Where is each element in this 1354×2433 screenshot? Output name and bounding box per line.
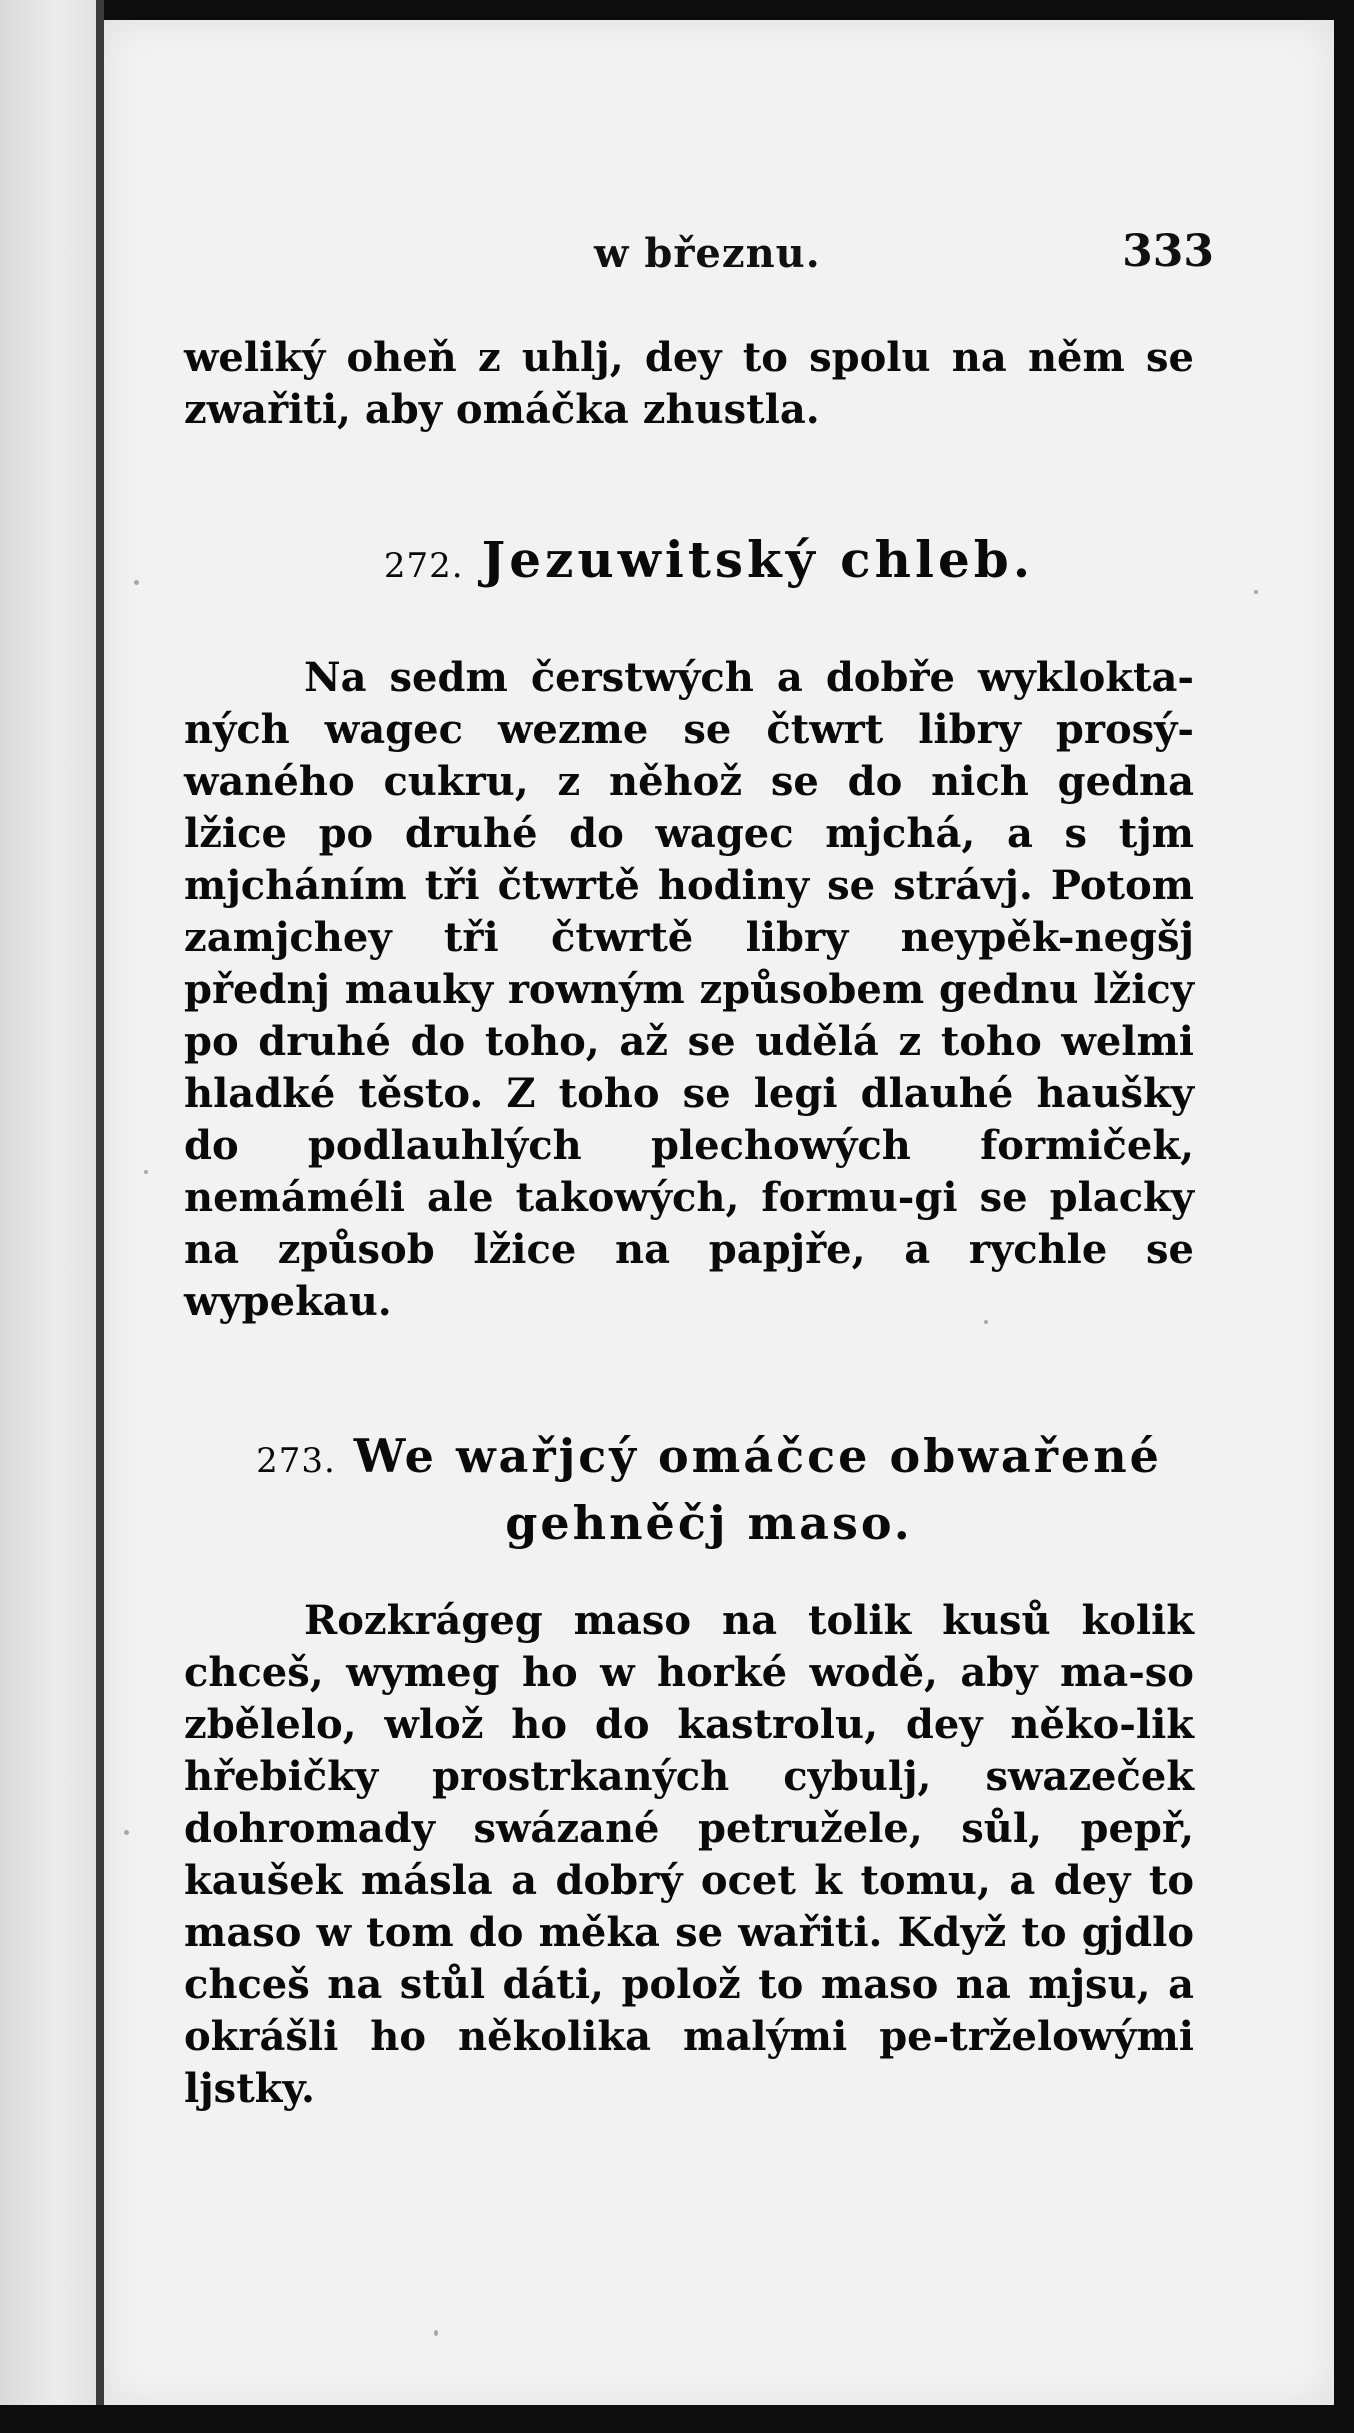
recipe-272-text: Na sedm čerstwých a dobře wyklokta-ných wagec wezme se čtwrt libry prosý-waného cukru, z něhož se do nich gedna lžice po druhé do wagec mjchá, a s tjm mjcháním tři čtwrtě hodiny se strávj. Potom zamjchey tři čtwrtě libry neypěk-negšj přednj mauky rowným způsobem gednu lžicy po druhé do toho, až se udělá z toho welmi hladké těsto. Z toho se legi dlauhé haušky do podlauhlých plechowých formiček, nemáméli ale takowých, formu-gi se placky na způsob lžice na papjře, a rychle se wypekau.	[184, 654, 1194, 1325]
paper-speck	[144, 1170, 148, 1174]
recipe-272-body	[184, 652, 1194, 1328]
paper-speck	[124, 1830, 129, 1835]
page-header	[104, 226, 1334, 300]
recipe-273-body	[184, 1595, 1194, 2115]
paper-speck	[134, 580, 139, 585]
page-number: 333	[1122, 226, 1214, 277]
continuation-text: weliký oheň z uhlj, dey to spolu na něm se zwařiti, aby omáčka zhustla.	[184, 334, 1194, 433]
recipe-273-text: Rozkrágeg maso na tolik kusů kolik chceš, wymeg ho w horké wodě, aby ma-so zbělelo, wlož ho do kastrolu, dey něko-lik hřebičky prostrkaných cybulj, swazeček dohromady swázané petružele, sůl, pepř, kaušek másla a dobrý ocet k tomu, a dey to maso w tom do měka se wařiti. Když to gjdlo chceš na stůl dáti, polož to maso na mjsu, a okrášli ho několika malými pe-trželowými ljstky.	[184, 1597, 1194, 2112]
paper-speck	[1254, 590, 1258, 594]
running-head: w březnu.	[594, 230, 821, 277]
recipe-273-number: 273.	[256, 1441, 336, 1481]
adjacent-page-edge	[0, 0, 96, 2405]
recipe-273-heading	[184, 1425, 1234, 1554]
page-gutter-shadow	[96, 0, 104, 2405]
recipe-272-number: 272.	[383, 546, 464, 586]
recipe-273-title-line2: gehněčj maso.	[505, 1496, 913, 1550]
paper-speck	[434, 2330, 438, 2336]
book-page	[104, 20, 1334, 2405]
paper-speck	[984, 1320, 988, 1324]
recipe-273-title-line1: We wařjcý omáčce obwařené	[353, 1429, 1162, 1483]
continuation-paragraph	[184, 332, 1194, 436]
recipe-273-heading-line1	[184, 1425, 1234, 1492]
recipe-272-heading	[184, 530, 1234, 589]
recipe-272-title: Jezuwitský chleb.	[481, 530, 1035, 589]
